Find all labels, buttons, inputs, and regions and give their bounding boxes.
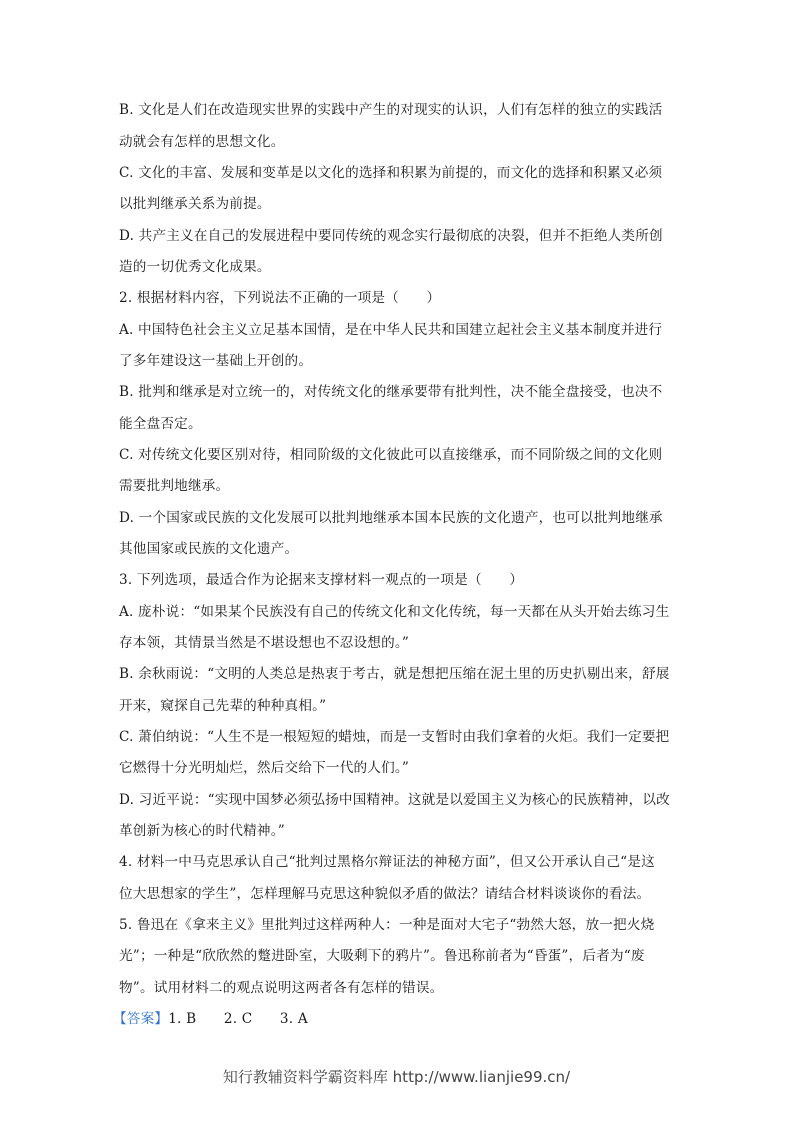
answer-text: 1. B 2. C 3. A — [168, 1011, 308, 1027]
text-line: 了多年建设这一基础上开创的。 — [119, 353, 313, 369]
text-line: 动就会有怎样的思想文化。 — [119, 134, 285, 150]
text-line: 物”。试用材料二的观点说明这两者各有怎样的错误。 — [119, 980, 444, 996]
footer-watermark: 知行教辅资料学霸资料库 http://www.lianjie99.cn/ — [222, 1068, 571, 1086]
text-line: D. 共产主义在自己的发展进程中要同传统的观念实行最彻底的决裂，但并不拒绝人类所创 — [119, 228, 663, 244]
text-line: D. 一个国家或民族的文化发展可以批判地继承本国本民族的文化遗产，也可以批判地继承 — [119, 510, 663, 526]
question-5: 5. 鲁迅在《拿来主义》里批判过这样两种人：一种是面对大宅子“勃然大怒，放一把火烧 — [119, 917, 655, 933]
text-line: C. 萧伯纳说：“人生不是一根短短的蜡烛，而是一支暂时由我们拿着的火炬。我们一定要把 — [119, 729, 670, 745]
text-line: C. 文化的丰富、发展和变革是以文化的选择和积累为前提的，而文化的选择和积累又必须 — [119, 165, 663, 181]
text-line: B. 余秋雨说：“文明的人类总是热衷于考古，就是想把压缩在泥土里的历史扒剔出来，舒展 — [119, 666, 670, 682]
text-line: 能全盘否定。 — [119, 416, 202, 432]
text-line: 造的一切优秀文化成果。 — [119, 259, 271, 275]
text-line: D. 习近平说：“实现中国梦必须弘扬中国精神。这就是以爱国主义为核心的民族精神，以改 — [119, 792, 670, 808]
text-line: B. 文化是人们在改造现实世界的实践中产生的对现实的认识，人们有怎样的独立的实践活 — [119, 102, 663, 118]
text-line: 其他国家或民族的文化遗产。 — [119, 541, 299, 557]
answer-line — [113, 1009, 673, 1029]
text-line: 开来，窥探自己先辈的种种真相。” — [119, 698, 327, 714]
text-line: 位大思想家的学生”，怎样理解马克思这种貌似矛盾的做法？请结合材料谈谈你的看法。 — [119, 886, 651, 902]
answer-tag: 【答案】 — [113, 1011, 169, 1027]
text-line: 光”；一种是“欣欣然的蹩进卧室，大吸剩下的鸦片”。鲁迅称前者为“昏蛋”，后者为“废 — [119, 948, 645, 964]
text-line: 革创新为核心的时代精神。” — [119, 823, 285, 839]
text-line: A. 庞朴说：“如果某个民族没有自己的传统文化和文化传统，每一天都在从头开始去练习生 — [119, 604, 670, 620]
text-line: 需要批判地继承。 — [119, 478, 230, 494]
text-line: 它燃得十分光明灿烂，然后交给下一代的人们。” — [119, 760, 410, 776]
text-line: C. 对传统文化要区别对待，相同阶级的文化彼此可以直接继承，而不同阶级之间的文化则 — [119, 447, 663, 463]
text-line: 以批判继承关系为前提。 — [119, 196, 271, 212]
text-line: A. 中国特色社会主义立足基本国情，是在中华人民共和国建立起社会主义基本制度并进行 — [119, 322, 663, 338]
question-3: 3. 下列选项，最适合作为论据来支撑材料一观点的一项是（ ） — [119, 572, 524, 588]
text-line: 存本领，其情景当然是不堪设想也不忍设想的。” — [119, 635, 410, 651]
text-line: B. 批判和继承是对立统一的，对传统文化的继承要带有批判性，决不能全盘接受，也决不 — [119, 384, 663, 400]
question-4: 4. 材料一中马克思承认自己“批判过黑格尔辩证法的神秘方面”，但又公开承认自己“是这 — [119, 854, 655, 870]
question-2: 2. 根据材料内容，下列说法不正确的一项是（ ） — [119, 290, 441, 306]
